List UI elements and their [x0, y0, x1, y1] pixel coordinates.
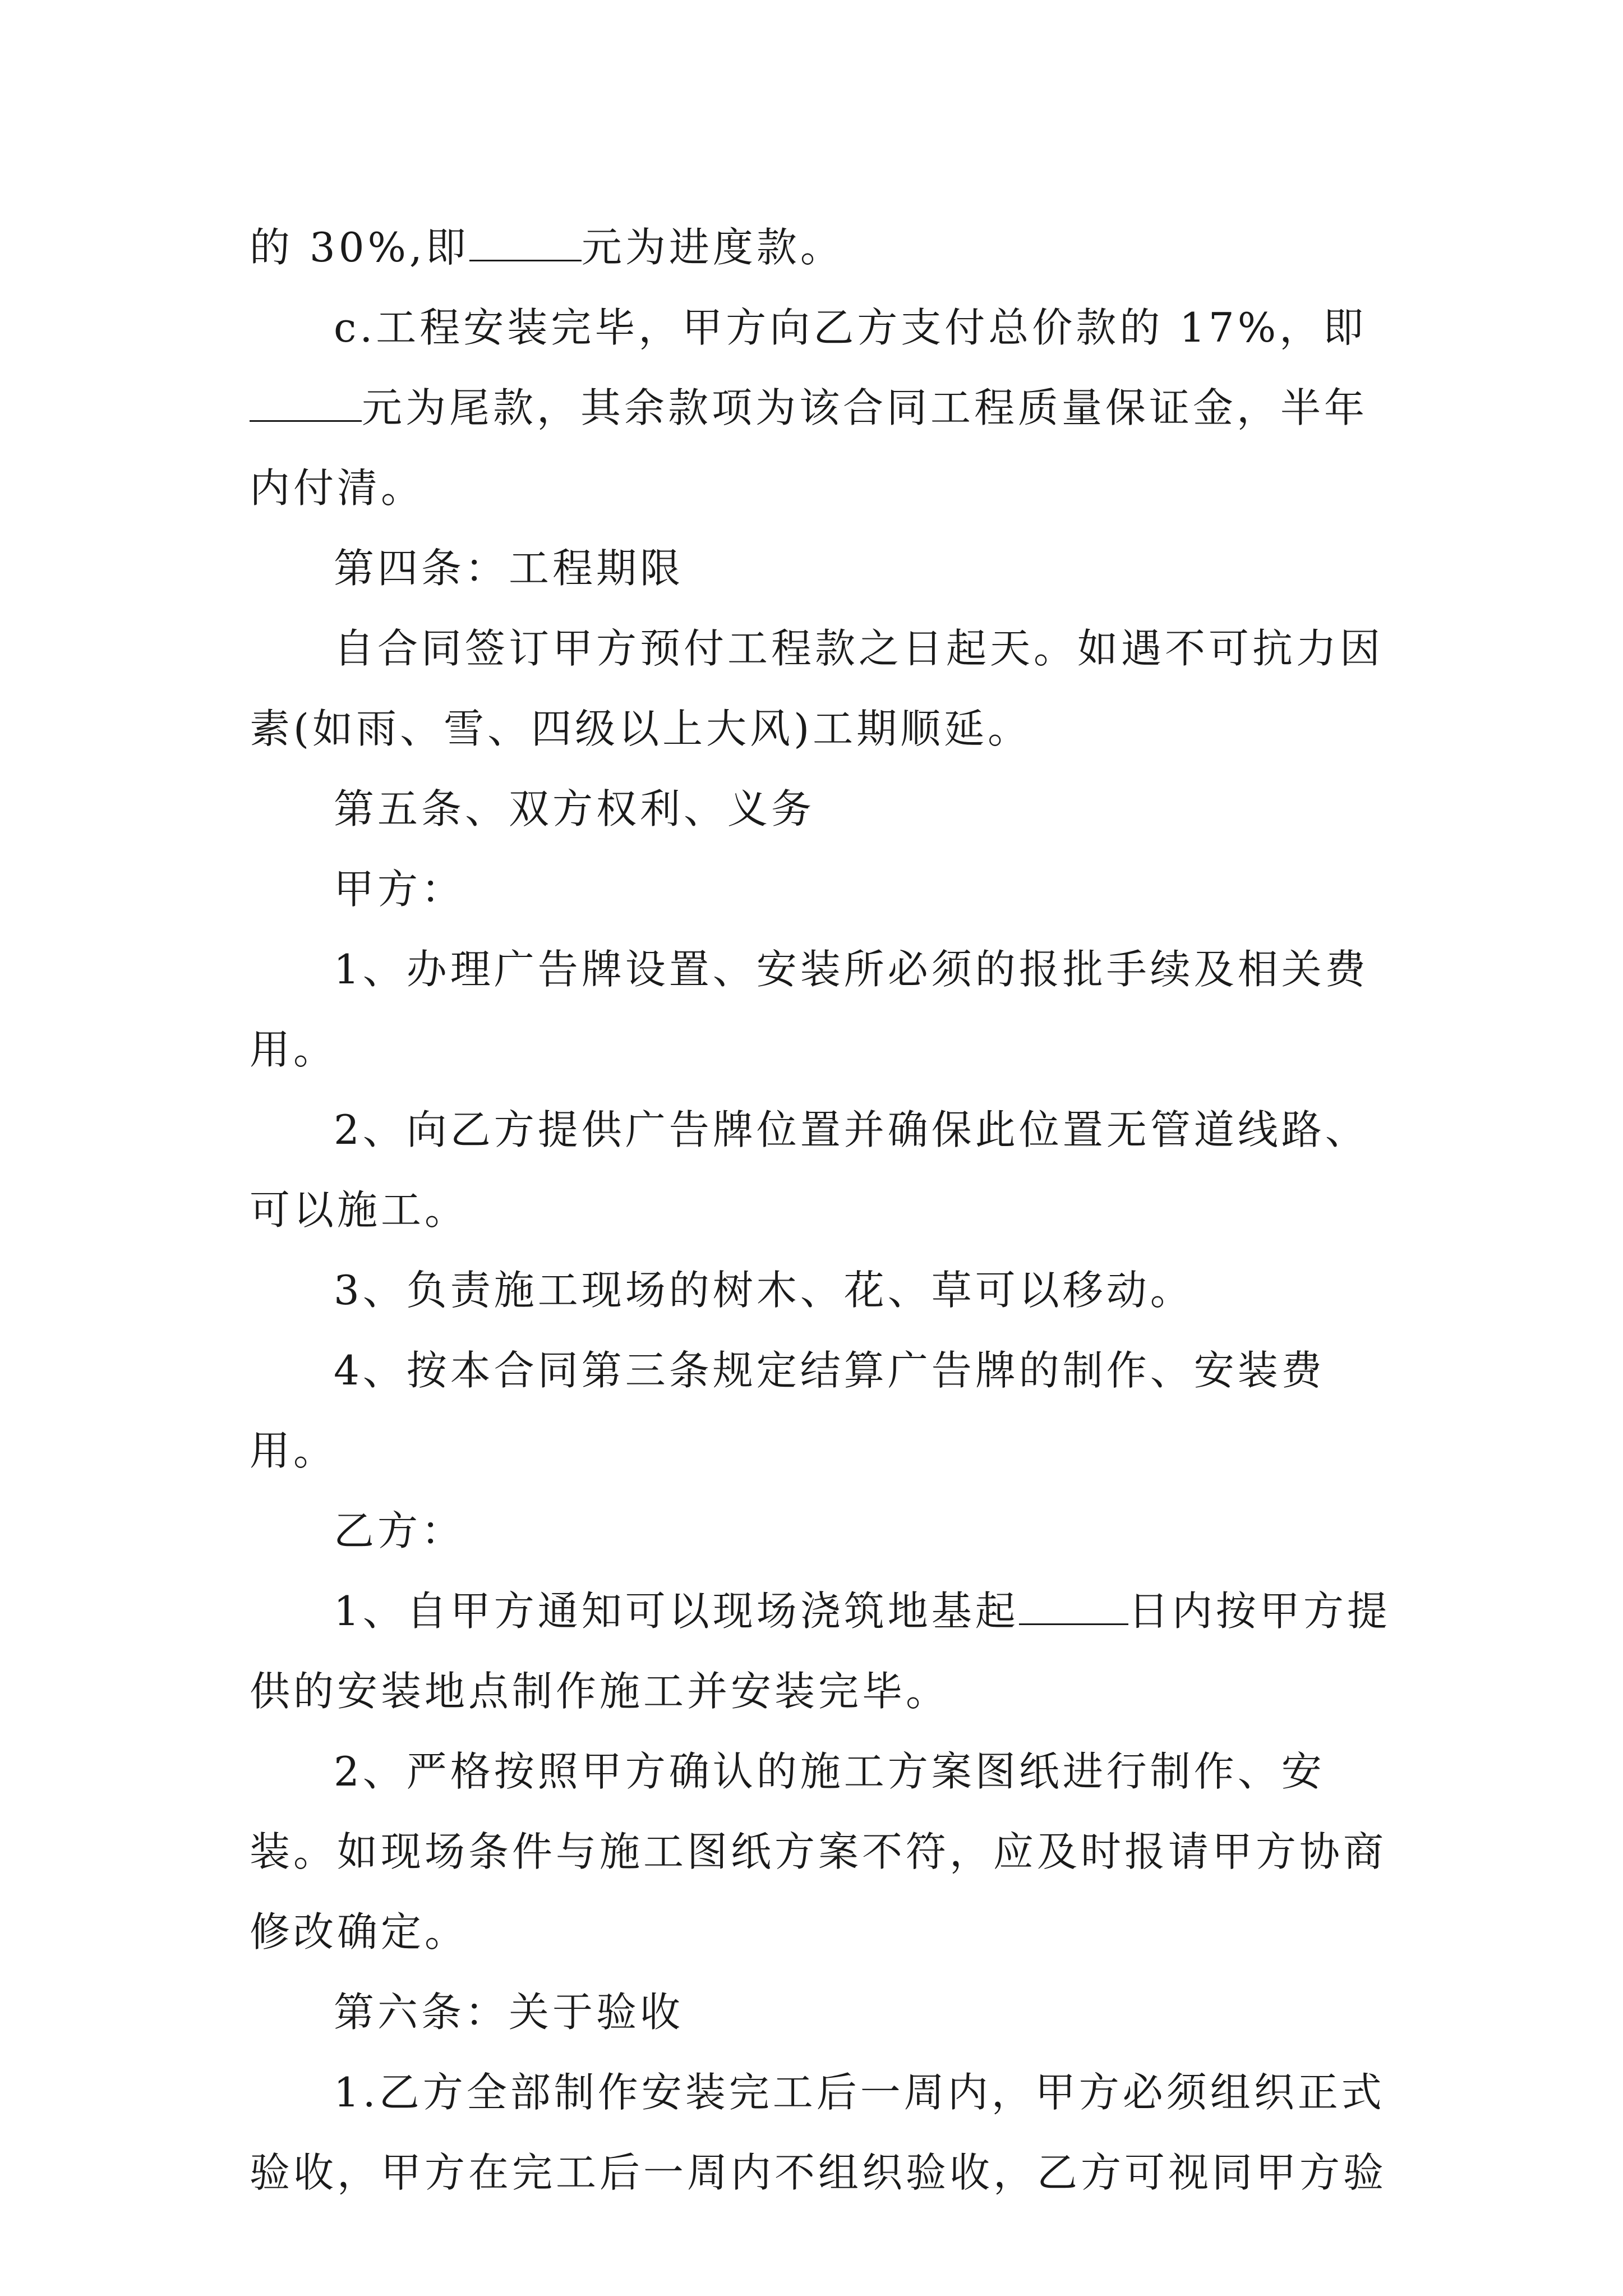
amount-blank: [469, 222, 582, 261]
article-6-heading: [250, 1972, 1394, 2053]
paragraph-text: 2、向乙方提供广告牌位置并确保此位置无管道线路、可以施工。: [250, 1106, 1369, 1234]
article-5-heading: [250, 769, 1394, 849]
paragraph-final-payment: [250, 288, 1394, 528]
paragraph-text: c.工程安装完毕，甲方向乙方支付总价款的 17%，即: [334, 304, 1367, 351]
party-a-item-2: [250, 1090, 1394, 1250]
paragraph-text: 元为进度款。: [581, 224, 844, 271]
party-a-item-3: [250, 1250, 1394, 1331]
party-b-item-2: [250, 1732, 1394, 1972]
paragraph-progress-payment: [250, 208, 1394, 288]
amount-blank: [250, 382, 362, 422]
party-a-label: [250, 849, 1394, 930]
paragraph-text: 1、自甲方通知可以现场浇筑地基起: [334, 1588, 1019, 1635]
paragraph-text: 1.乙方全部制作安装完工后一周内，甲方必须组织正式验收，甲方在完工后一周内不组织验收，乙方可视同甲方验: [250, 2069, 1387, 2196]
paragraph-text: 元为尾款，其余款项为该合同工程质量保证金，半年内付清。: [250, 384, 1368, 512]
days-blank: [1019, 1585, 1128, 1625]
paragraph-text: 1、办理广告牌设置、安装所必须的报批手续及相关费用。: [250, 946, 1369, 1073]
contract-body: [250, 208, 1394, 2213]
party-b-label: [250, 1491, 1394, 1571]
paragraph-project-term: [250, 609, 1394, 769]
paragraph-text: 2、严格按照甲方确认的施工方案图纸进行制作、安装。如现场条件与施工图纸方案不符，应及时报请甲方协商修改确定。: [250, 1748, 1387, 1955]
party-a-item-4: [250, 1331, 1394, 1491]
acceptance-item-1: [250, 2053, 1394, 2213]
paragraph-text: 日内按甲方提供的安装地点制作施工并安装完毕。: [250, 1588, 1391, 1715]
paragraph-text: 第六条：关于验收: [334, 1989, 684, 2036]
party-a-item-1: [250, 930, 1394, 1090]
article-4-heading: [250, 528, 1394, 609]
paragraph-text: 3、负责施工现场的树木、花、草可以移动。: [334, 1267, 1194, 1314]
paragraph-text: 自合同签订甲方预付工程款之日起天。如遇不可抗力因素(如雨、雪、四级以上大风)工期顺延。: [250, 625, 1384, 752]
party-b-item-1: [250, 1571, 1394, 1732]
paragraph-text: 第四条：工程期限: [334, 545, 684, 592]
paragraph-text: 乙方：: [334, 1507, 465, 1554]
paragraph-text: 4、按本合同第三条规定结算广告牌的制作、安装费用。: [250, 1347, 1325, 1474]
paragraph-text: 甲方：: [334, 866, 465, 913]
paragraph-text: 第五条、双方权利、义务: [334, 785, 815, 832]
paragraph-text: 的 30%,即: [250, 224, 469, 271]
